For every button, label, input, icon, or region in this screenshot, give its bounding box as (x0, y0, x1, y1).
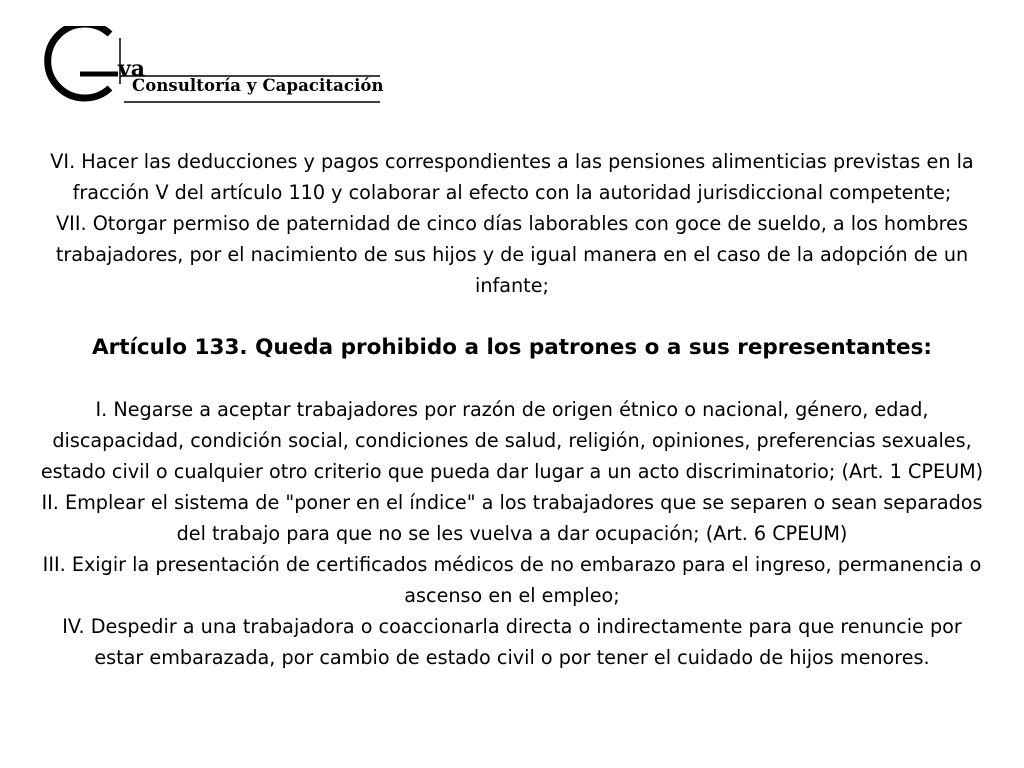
paragraph-item-i: I. Negarse a aceptar trabajadores por razón de origen étnico o nacional, género, edad, discapacidad, condición social, condiciones de salud, religión, opiniones, preferencias sexuales, estado civil o cualquier otro criterio que pueda dar lugar a un acto discriminatorio; (Art. 1 CPEUM) (40, 398, 984, 483)
article-heading: Artículo 133. Queda prohibido a los patrones o a sus representantes: (91, 335, 933, 360)
company-logo (28, 26, 388, 110)
paragraph-item-ii: II. Emplear el sistema de "poner en el índice" a los trabajadores que se separen o sean separados del trabajo para que no se les vuelva a dar ocupación; (Art. 6 CPEUM) (41, 491, 983, 545)
logo-tagline: Consultoría y Capacitación (132, 76, 384, 95)
logo-g-mark (28, 26, 388, 110)
logo-letters: va (118, 56, 146, 82)
paragraph-item-iii: III. Exigir la presentación de certificados médicos de no embarazo para el ingreso, permanencia o ascenso en el empleo; (42, 553, 982, 607)
paragraph-fraction-vi: VI. Hacer las deducciones y pagos correspondientes a las pensiones alimenticias previstas en la fracción V del artículo 110 y colaborar al efecto con la autoridad jurisdiccional competente; (50, 150, 974, 204)
document-body (40, 146, 984, 673)
paragraph-fraction-vii: VII. Otorgar permiso de paternidad de cinco días laborables con goce de sueldo, a los hombres trabajadores, por el nacimiento de sus hijos y de igual manera en el caso de la adopción de un infante; (55, 212, 969, 297)
paragraph-item-iv: IV. Despedir a una trabajadora o coaccionarla directa o indirectamente para que renuncie por estar embarazada, por cambio de estado civil o por tener el cuidado de hijos menores. (62, 615, 962, 669)
